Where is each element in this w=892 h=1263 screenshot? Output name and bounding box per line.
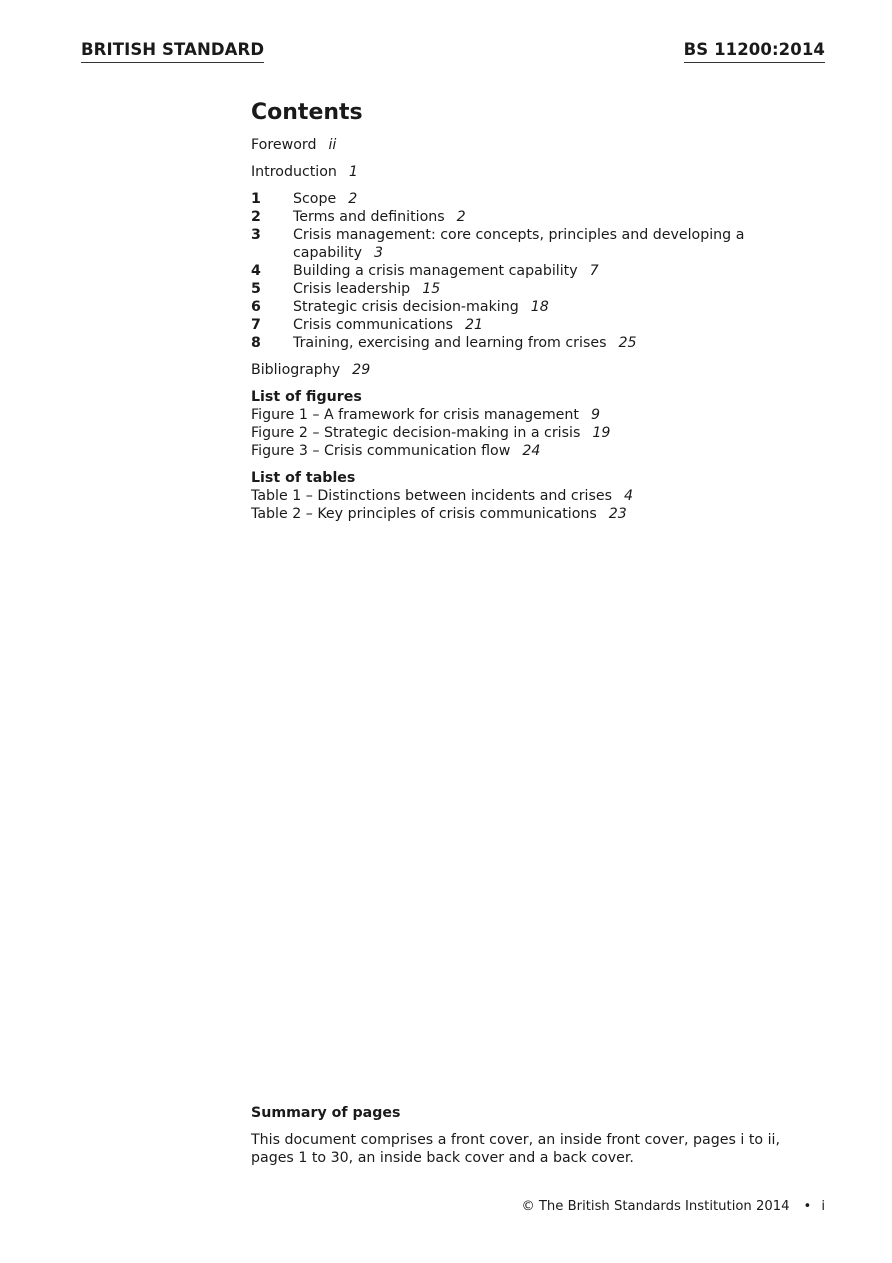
toc-entry-foreword[interactable]	[251, 136, 811, 154]
toc-label: Figure 1 – A framework for crisis management	[251, 407, 579, 423]
toc-label: Table 1 – Distinctions between incidents and crises	[251, 488, 612, 504]
toc-page-number: 23	[608, 506, 627, 522]
summary-of-pages	[251, 1104, 811, 1167]
toc-label: Foreword	[251, 137, 317, 153]
toc-page-number: 3	[373, 245, 384, 261]
section-number: 4	[251, 263, 261, 279]
toc-page-number: 24	[522, 443, 541, 459]
section-number: 6	[251, 299, 261, 315]
figure-entry[interactable]	[251, 406, 811, 424]
toc-page-number: 15	[422, 281, 441, 297]
toc-page-number: 25	[618, 335, 637, 351]
toc-label: Crisis communications	[293, 317, 454, 333]
list-of-tables	[251, 469, 811, 523]
toc-label: Crisis management: core concepts, principles and developing a capability	[293, 227, 745, 261]
toc-label: Introduction	[251, 164, 337, 180]
toc-page-number: 7	[589, 263, 599, 279]
toc-label: Table 2 – Key principles of crisis communications	[251, 506, 597, 522]
toc-entry-leadership[interactable]	[251, 280, 811, 298]
toc-label: Bibliography	[251, 362, 341, 378]
toc-page-number: 19	[592, 425, 611, 441]
page-title: Contents	[251, 100, 363, 125]
list-of-figures-heading: List of figures	[251, 389, 362, 405]
copyright-notice: © The British Standards Institution 2014	[521, 1199, 790, 1214]
toc-label: Figure 3 – Crisis communication flow	[251, 443, 511, 459]
figure-entry[interactable]	[251, 424, 811, 442]
toc-label: Crisis leadership	[293, 281, 411, 297]
summary-heading: Summary of pages	[251, 1105, 401, 1121]
toc-page-number: 18	[530, 299, 549, 315]
toc-label: Strategic crisis decision-making	[293, 299, 519, 315]
header-standard-number: BS 11200:2014	[684, 40, 825, 63]
toc-numbered-sections	[251, 190, 811, 352]
toc-page-number: 9	[590, 407, 600, 423]
header-left-title: BRITISH STANDARD	[81, 40, 264, 63]
bullet-separator: •	[803, 1199, 812, 1214]
toc-page-number: 2	[348, 191, 358, 207]
table-entry[interactable]	[251, 505, 811, 523]
contents-section	[251, 100, 811, 532]
toc-entry-terms[interactable]	[251, 208, 811, 226]
toc-page-number: ii	[328, 137, 337, 153]
page-number: i	[821, 1199, 825, 1214]
page-footer	[522, 1198, 826, 1216]
toc-label: Terms and definitions	[293, 209, 445, 225]
section-number: 8	[251, 335, 261, 351]
toc-label: Training, exercising and learning from crises	[293, 335, 607, 351]
toc-page-number: 21	[465, 317, 484, 333]
toc-page-number: 4	[623, 488, 634, 504]
toc-label: Figure 2 – Strategic decision-making in a crisis	[251, 425, 581, 441]
toc-page-number: 1	[348, 164, 358, 180]
toc-entry-core-concepts[interactable]	[251, 226, 811, 262]
toc-entry-building-capability[interactable]	[251, 262, 811, 280]
toc-entry-bibliography[interactable]	[251, 361, 811, 379]
toc-page-number: 29	[352, 362, 371, 378]
section-number: 2	[251, 209, 261, 225]
toc-entry-scope[interactable]	[251, 190, 811, 208]
toc-page-number: 2	[456, 209, 466, 225]
toc-entry-introduction[interactable]	[251, 163, 811, 181]
section-number: 5	[251, 281, 261, 297]
toc-entry-training[interactable]	[251, 334, 811, 352]
section-number: 1	[251, 191, 261, 207]
summary-text: This document comprises a front cover, an inside front cover, pages i to ii, pages 1 to 30, an inside back cover and a back cover.	[251, 1132, 780, 1166]
list-of-tables-heading: List of tables	[251, 470, 356, 486]
toc-label: Scope	[293, 191, 337, 207]
figure-entry[interactable]	[251, 442, 811, 460]
section-number: 3	[251, 227, 261, 243]
toc-label: Building a crisis management capability	[293, 263, 578, 279]
toc-entry-decision-making[interactable]	[251, 298, 811, 316]
table-entry[interactable]	[251, 487, 811, 505]
section-number: 7	[251, 317, 261, 333]
list-of-figures	[251, 388, 811, 460]
toc-entry-communications[interactable]	[251, 316, 811, 334]
